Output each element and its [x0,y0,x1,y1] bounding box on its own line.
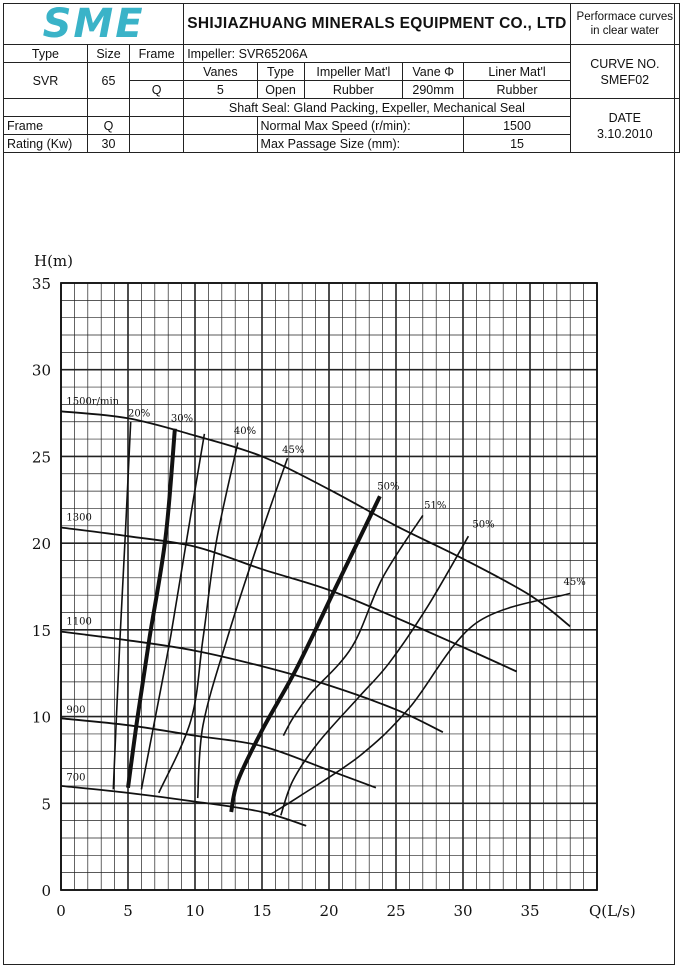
rating-label: Rating (Kw) [4,135,88,153]
impeller-mat-value: Rubber [304,81,403,99]
frame-row-label: Frame [4,117,88,135]
max-passage-label: Max Passage Size (mm): [257,135,464,153]
curve-labels [66,396,585,783]
x-axis-title: Q(L/s) [589,902,636,920]
curve-no-value: SMEF02 [600,72,650,87]
curve-label: 30% [170,413,194,425]
date-label: DATE [608,110,642,125]
y-tick-label: 30 [31,361,51,380]
vanes-label: Vanes [184,63,257,81]
curve-label: 40% [233,425,257,437]
liner-mat-label: Liner Mat'l [464,63,570,81]
curve-label: 1500r/min [66,396,120,408]
x-tick-label: 0 [56,902,66,920]
vanes-value: 5 [184,81,257,99]
x-tick-label: 15 [252,902,272,920]
curve-label: 1300 [66,512,92,524]
curve-no-label: CURVE NO. [590,56,660,71]
impeller-mat-label: Impeller Mat'l [304,63,403,81]
curve-label: 900 [66,705,86,717]
curve-label: 20% [128,408,151,420]
curve-type: Performace curves in clear water [570,4,679,45]
x-tick-label: 35 [520,902,540,920]
x-tick-label: 25 [386,902,406,920]
y-tick-label: 15 [31,621,51,640]
curve-label: 1100 [66,616,92,628]
vane-dia-label: Vane Φ [403,63,464,81]
curve-label: 45% [282,444,305,456]
y-tick-label: 35 [31,275,51,293]
x-tick-label: 20 [319,902,339,920]
efficiency-curve-series [269,593,571,815]
curve-label: 700 [66,772,86,784]
y-tick-label: 25 [31,448,51,467]
max-speed-value: 1500 [464,117,570,135]
max-passage-value: 15 [464,135,570,153]
frame-value: Q [130,81,184,99]
company-logo: SME [42,1,145,47]
y-tick-label: 5 [41,795,51,814]
imp-type-value: Open [257,81,304,99]
y-tick-label: 0 [41,882,51,900]
y-tick-label: 10 [31,708,51,727]
efficiency-curve-series [198,458,288,798]
max-speed-label: Normal Max Speed (r/min): [257,117,464,135]
vane-dia-value: 290mm [403,81,464,99]
curve-label: 50% [377,481,400,493]
frame-label: Frame [130,45,184,63]
type-label: Type [4,45,88,63]
curve-label: 50% [472,519,495,531]
x-tick-label: 30 [453,902,473,920]
curve-label: 51% [424,500,447,512]
x-tick-label: 10 [185,902,205,920]
x-tick-label: 5 [123,902,133,920]
impeller-label: Impeller: SVR65206A [184,45,570,63]
shaft-seal: Shaft Seal: Gland Packing, Expeller, Mechanical Seal [184,99,570,117]
y-axis-title: H(m) [34,252,74,270]
imp-type-label: Type [257,63,304,81]
date-value: 3.10.2010 [597,126,653,141]
frame-row-value: Q [87,117,129,135]
company-name: SHIJIAZHUANG MINERALS EQUIPMENT CO., LTD [184,4,570,45]
liner-mat-value: Rubber [464,81,570,99]
size-label: Size [87,45,129,63]
y-tick-label: 20 [31,535,51,554]
curve-label: 45% [563,576,586,588]
size-value: 65 [87,63,129,99]
speed-curve-series [61,786,306,826]
type-value: SVR [4,63,88,99]
rating-value: 30 [87,135,129,153]
